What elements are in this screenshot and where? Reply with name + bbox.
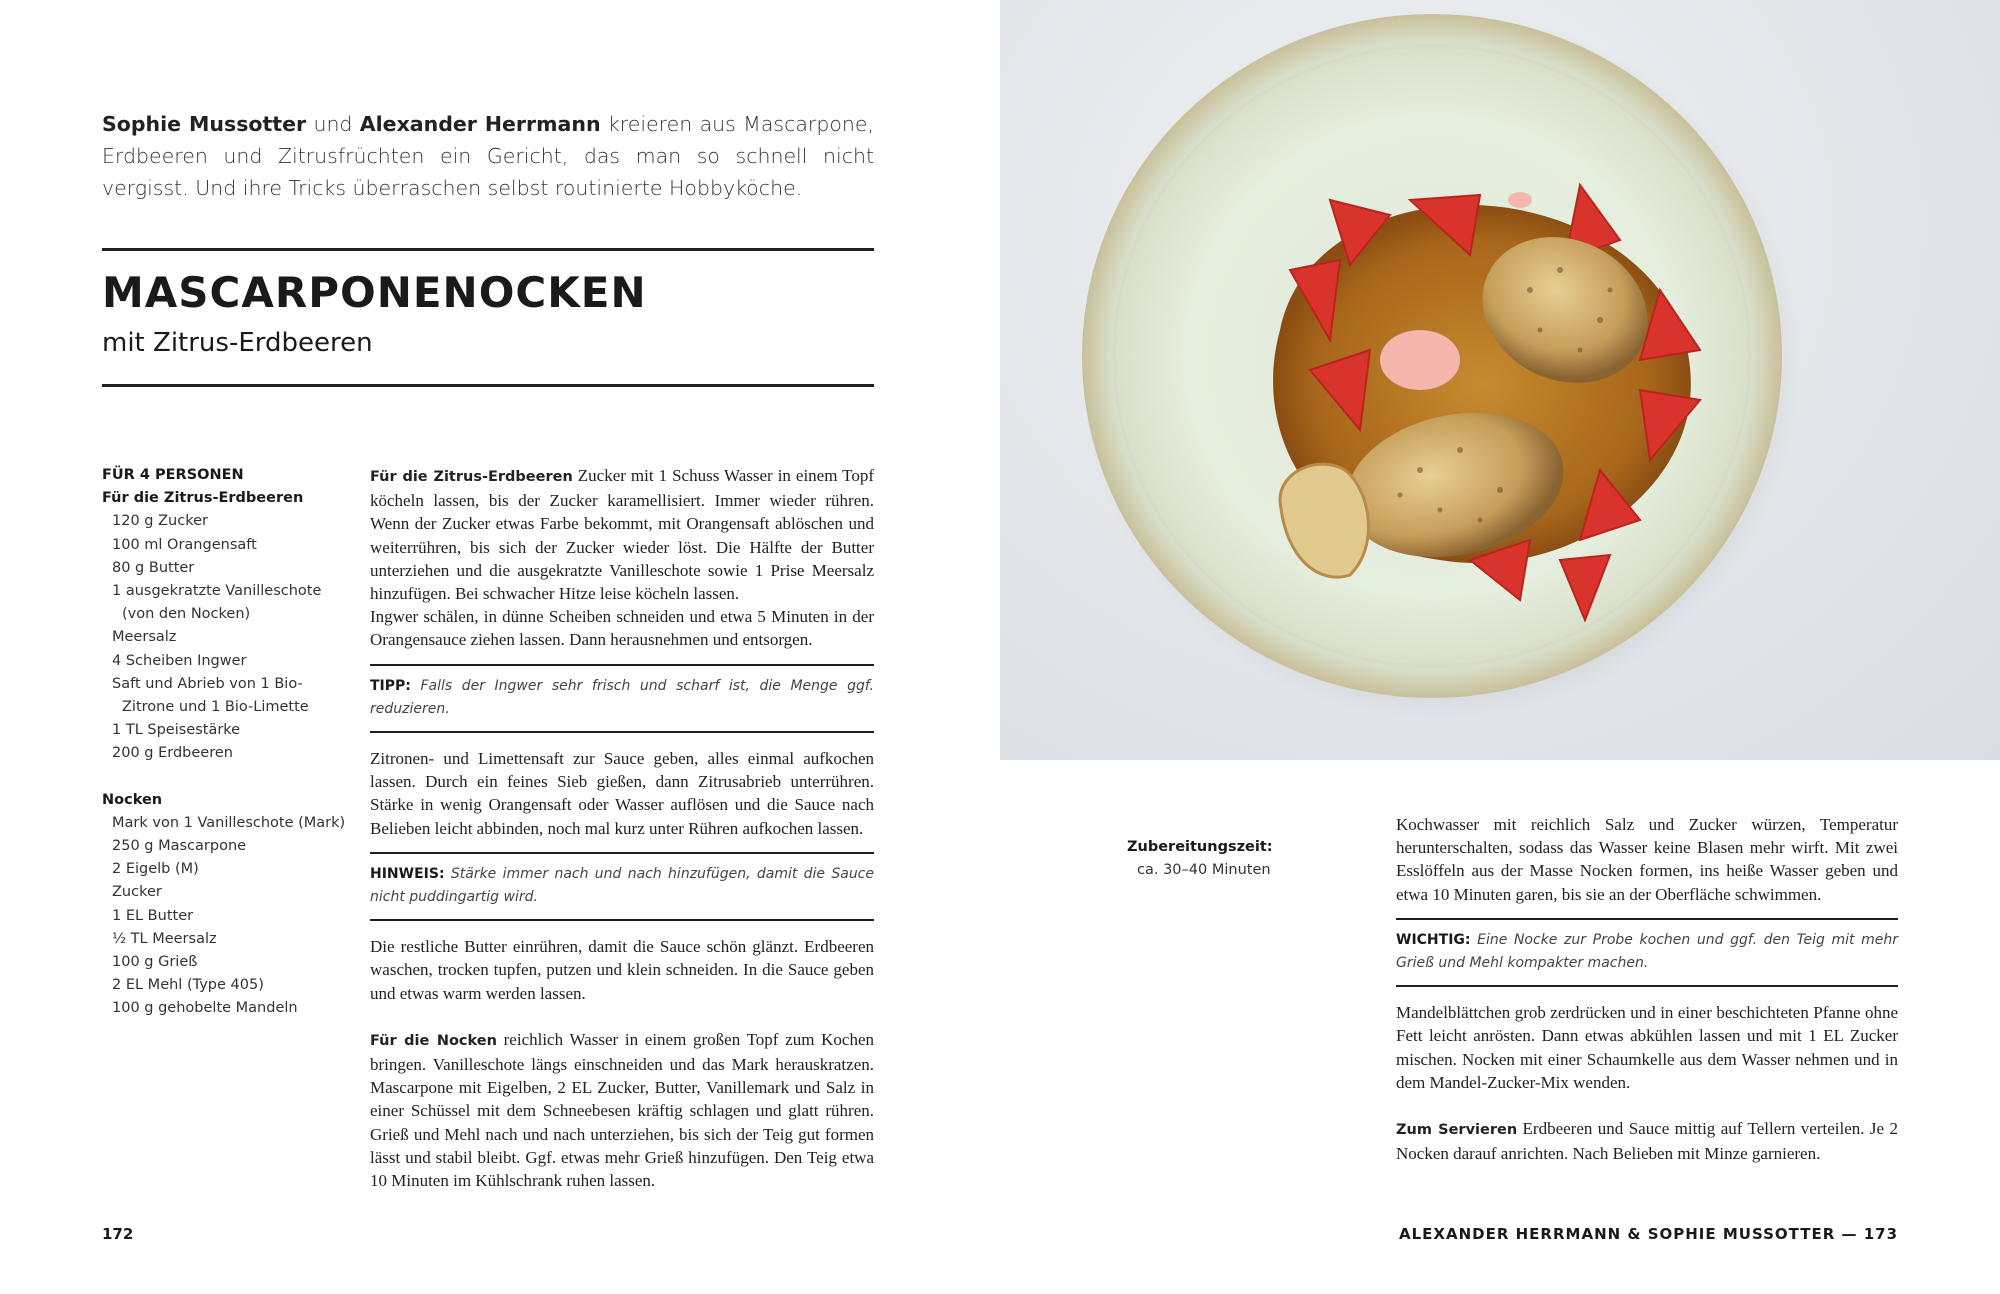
method-lead: Für die Nocken [370, 1032, 497, 1049]
intro-paragraph [102, 108, 874, 204]
title-rule-top [102, 248, 874, 251]
ingredient-item: 80 g Butter [112, 559, 195, 576]
method-lead: Zum Servieren [1396, 1122, 1518, 1139]
method-text: Erdbeeren und Sauce mittig auf Tellern verteilen. Je 2 Nocken darauf anrichten. Nach Belieben mit Minze garnieren. [1396, 1119, 1898, 1164]
tip-text: Falls der Ingwer sehr frisch und scharf ist, die Menge ggf. reduzieren. [370, 677, 874, 717]
method-paragraph: Die restliche Butter einrühren, damit die Sauce schön glänzt. Erdbeeren waschen, trocken tupfen, putzen und klein schneiden. In die Sauce geben und etwas warm werden lassen. [370, 937, 874, 1003]
ingredient-item: 4 Scheiben Ingwer [112, 652, 247, 669]
ingredient-item: 100 g Grieß [112, 954, 198, 971]
method-text: reichlich Wasser in einem großen Topf zum Kochen bringen. Vanilleschote längs einschneiden und das Mark herauskratzen. Mascarpone mit Eigelben, 2 EL Zucker, Butter, Vanillemark und Salz in einer Schüssel mit dem Schneebesen kräftig schlagen und glatt rühren. Grieß und Mehl nach und nach unterziehen, bis sich der Teig gut formen lässt und stabil bleibt. Ggf. etwas mehr Grieß hinzufügen. Den Teig etwa 10 Minuten im Kühlschrank ruhen lassen. [370, 1029, 874, 1191]
important-label: WICHTIG: [1396, 931, 1471, 948]
method-paragraph: Mandelblättchen grob zerdrücken und in einer beschichteten Pfanne ohne Fett leicht anrösten. Dann etwas abkühlen lassen und mit 1 EL Zucker mischen. Nocken mit einer Schaumkelle aus dem Wasser nehmen und in dem Mandel-Zucker-Mix wenden. [1396, 1003, 1898, 1092]
method-paragraph [370, 1028, 874, 1192]
hint-text: Stärke immer nach und nach hinzufügen, damit die Sauce nicht puddingartig wird. [370, 865, 874, 906]
ingredient-item: Mark von 1 Vanilleschote (Mark) [112, 814, 346, 831]
ingredient-item: (von den Nocken) [122, 606, 251, 623]
ingredient-item: Zucker [112, 884, 162, 901]
servings-heading: FÜR 4 PERSONEN [102, 467, 244, 483]
page-number-left: 172 [102, 1225, 134, 1243]
intro-text-2: kreieren aus Mascarpone, Erdbeeren und Zitrusfrüchten ein Gericht, das man so schnell nicht vergisst. Und ihre Tricks überraschen selbst routinierte Hobbyköche. [102, 112, 875, 200]
dessert-plate-icon [1000, 0, 2000, 760]
ingredient-item: Saft und Abrieb von 1 Bio- [112, 675, 303, 692]
author-name-2: Alexander Herrmann [359, 112, 601, 136]
ingredient-item: 100 g gehobelte Mandeln [112, 1000, 298, 1017]
method-column-right [1396, 813, 1898, 1165]
page-footer-right: ALEXANDER HERRMANN & SOPHIE MUSSOTTER — 173 [1399, 1225, 1898, 1243]
method-paragraph: Kochwasser mit reichlich Salz und Zucker würzen, Temperatur herunterschalten, sodass das Wasser keine Blasen mehr wirft. Mit zwei Esslöffeln aus der Masse Nocken formen, ins heiße Wasser geben und etwa 10 Minuten garen, bis sie an der Oberfläche schwimmen. [1396, 815, 1898, 904]
important-text: Eine Nocke zur Probe kochen und ggf. den Teig mit mehr Grieß und Mehl kompakter machen. [1396, 931, 1898, 972]
ingredient-item: Meersalz [112, 629, 177, 646]
tip-label: TIPP: [370, 677, 411, 694]
ingredient-item: ½ TL Meersalz [112, 930, 217, 947]
ingredient-item: 2 EL Mehl (Type 405) [112, 977, 264, 994]
ingredient-item: 120 g Zucker [112, 513, 208, 530]
method-paragraph: Zitronen- und Limettensaft zur Sauce geben, alles einmal aufkochen lassen. Durch ein feines Sieb gießen, dann Zitrusabrieb unterrühren. Stärke in wenig Orangensaft oder Wasser auflösen und die Sauce nach Belieben leicht abbinden, noch mal kurz unter Rühren aufkochen lassen. [370, 749, 874, 838]
ingredient-group-title: Für die Zitrus-Erdbeeren [102, 490, 304, 507]
recipe-subtitle: mit Zitrus-Erdbeeren [102, 328, 373, 358]
method-text: Zucker mit 1 Schuss Wasser in einem Topf köcheln lassen, bis der Zucker karamellisiert. Immer wieder rühren. Wenn der Zucker etwas Farbe bekommt, mit Orangensaft ablöschen und weiterrühren, bis sich der Zucker wieder löst. Die Hälfte der Butter unterziehen und die ausgekratzte Vanilleschote sowie 1 Prise Meersalz hinzufügen. Bei schwacher Hitze leise köcheln lassen. [370, 466, 875, 604]
method-paragraph: Ingwer schälen, in dünne Scheiben schneiden und etwa 5 Minuten in der Orangensauce ziehen lassen. Dann herausnehmen und entsorgen. [370, 607, 874, 650]
intro-text-1: und [306, 112, 360, 136]
ingredient-item: 250 g Mascarpone [112, 838, 247, 855]
tip-box [370, 664, 874, 733]
ingredient-item: 2 Eigelb (M) [112, 861, 199, 878]
ingredient-item: 1 EL Butter [112, 907, 194, 924]
preparation-time-value: ca. 30–40 Minuten [1137, 862, 1271, 879]
author-name-1: Sophie Mussotter [102, 112, 307, 136]
title-rule-bottom [102, 384, 874, 387]
method-paragraph [1396, 1117, 1898, 1165]
important-box [1396, 918, 1898, 987]
method-column-left [370, 464, 874, 1192]
recipe-title: MASCARPONENOCKEN [102, 268, 647, 317]
preparation-time [1127, 836, 1347, 882]
ingredient-group-title: Nocken [102, 791, 163, 808]
ingredient-item: 200 g Erdbeeren [112, 745, 233, 762]
ingredient-item: 1 TL Speisestärke [112, 722, 241, 739]
ingredients-list [102, 464, 352, 1021]
method-paragraph [370, 464, 874, 605]
hint-label: HINWEIS: [370, 865, 445, 882]
hint-box [370, 852, 874, 921]
method-lead: Für die Zitrus-Erdbeeren [370, 469, 573, 485]
preparation-time-label: Zubereitungszeit: [1127, 839, 1273, 855]
ingredient-item: 100 ml Orangensaft [112, 536, 257, 553]
dessert-photo [1000, 0, 2000, 760]
ingredient-item: 1 ausgekratzte Vanilleschote [112, 583, 322, 600]
ingredient-item: Zitrone und 1 Bio-Limette [122, 699, 309, 716]
